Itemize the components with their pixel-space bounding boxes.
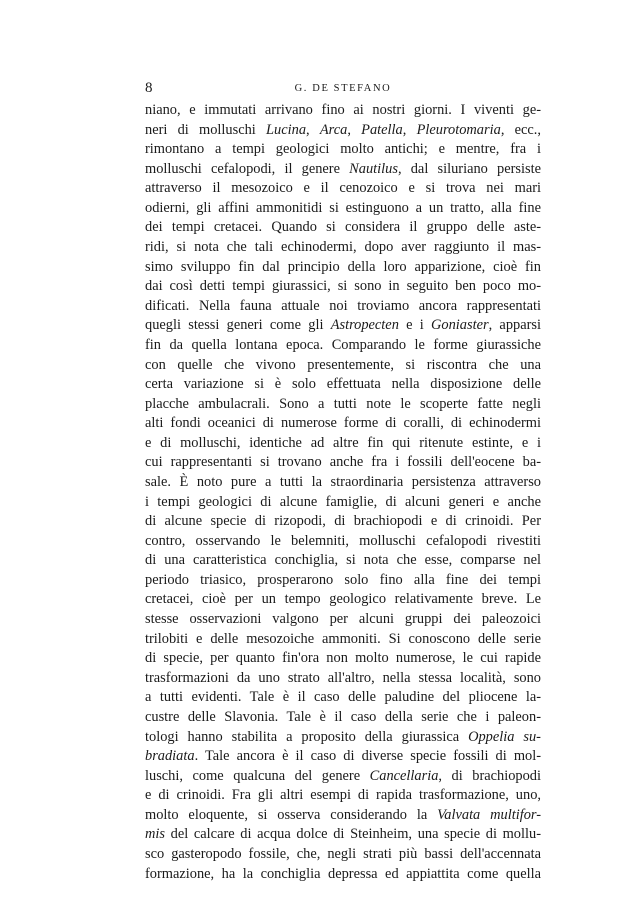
text-line [145,571,541,591]
text-run: ridi, si nota che tali echinodermi, dopo aver raggiunto il mas- [145,239,541,256]
text-line [145,297,541,317]
text-line [145,747,541,767]
text-line [145,140,541,160]
text-run: molto eloquente, si osserva considerando la [145,806,438,823]
text-run: , dal siluriano persiste [397,160,541,177]
text-run: certa variazione si è solo effettuata nella disposizione delle [145,376,541,393]
text-line [145,825,541,845]
text-line [145,316,541,336]
text-line [145,590,541,610]
text-run: quegli stessi generi come gli [145,317,331,334]
text-run: e di molluschi, identiche ad altre fin qui ritenute estinte, e i [145,434,541,451]
text-run: rimontano a tempi geologici molto antichi; e mentre, fra i [145,141,541,158]
italic-term: bradiata [145,748,195,765]
text-line [145,258,541,278]
italic-term: Astropecten [330,317,399,334]
text-run: , ecc., [500,121,541,138]
text-line [145,865,541,885]
text-run: placche ambulacrali. Sono a tutti note le scoperte fatte negli [145,395,541,412]
text-run: dai così detti tempi giurassici, si sono in seguito ben poco mo- [145,278,541,295]
text-run: , apparsi [488,317,541,334]
page-header [145,78,541,98]
italic-term: Lucina [266,121,307,138]
text-run: niano, e immutati arrivano fino ai nostri giorni. I viventi ge- [145,102,541,118]
text-line [145,277,541,297]
text-run: sco gasteropodo fossile, che, negli strati più bassi dell'accennata [145,845,541,862]
italic-term: Pleurotomaria [416,121,501,138]
italic-term: Patella [361,121,403,138]
italic-term: Oppelia su- [468,728,541,745]
text-run: i tempi geologici di alcune famiglie, di alcuni generi e anche [145,493,541,510]
text-line [145,395,541,415]
text-run: . Tale ancora è il caso di diverse specie fossili di mol- [194,748,541,765]
text-line [145,336,541,356]
text-line [145,218,541,238]
text-line [145,453,541,473]
text-run: stesse osservazioni valgono per alcuni gruppi dei paleozoici [145,611,541,628]
text-run: neri di molluschi [145,121,267,138]
text-line [145,630,541,650]
text-line [145,649,541,669]
text-run: odierni, gli affini ammonitidi si estinguono a un tratto, alla fine [145,199,541,216]
text-run: , di brachiopodi [438,767,541,784]
text-line [145,121,541,141]
text-line [145,199,541,219]
text-line [145,610,541,630]
text-run: , [347,121,362,138]
text-run: periodo triasico, prosperarono solo fino alla fine dei tempi [145,571,541,588]
italic-term: Arca [319,121,348,138]
text-line [145,160,541,180]
text-line [145,551,541,571]
text-line [145,238,541,258]
text-run: custre delle Slavonia. Tale è il caso della serie che i paleon- [145,708,541,725]
text-line [145,767,541,787]
italic-term: mis [145,826,165,843]
text-line [145,708,541,728]
text-line [145,101,541,121]
text-run: , [306,121,320,138]
running-head: G. DE STEFANO [294,83,392,94]
italic-term: Cancellaria [369,767,439,784]
text-run: trasformazioni da uno strato all'altro, nella stessa località, sono [145,669,541,686]
text-run: tologi hanno stabilita a proposito della giurassica [145,728,469,745]
text-run: di specie, per quanto fin'ora non molto numerose, le cui rapide [145,650,541,667]
text-run: , [402,121,417,138]
body-text [145,101,541,884]
text-run: di una caratteristica conchiglia, si nota che esse, comparse nel [145,552,541,569]
text-run: dificati. Nella fauna attuale noi troviamo ancora rappresentati [145,297,541,314]
text-run: e di crinoidi. Fra gli altri esempi di rapida trasformazione, uno, [145,787,541,804]
text-run: simo sviluppo fin dal principio della loro apparizione, cioè fin [145,258,541,275]
text-line [145,434,541,454]
text-run: attraverso il mesozoico e il cenozoico e si trova nei mari [145,180,541,197]
italic-term: Nautilus [349,160,398,177]
text-line [145,414,541,434]
text-run: contro, osservando le belemniti, molluschi cefalopodi rivestiti [145,532,541,549]
text-line [145,806,541,826]
text-line [145,532,541,552]
text-run: dei tempi cretacei. Quando si considera il gruppo delle aste- [145,219,541,236]
text-run: con quelle che vivono presentemente, si riscontra che una [145,356,541,373]
text-run: cui rappresentanti si trovano anche fra i fossili dell'eocene ba- [145,454,541,471]
text-run: del calcare di acqua dolce di Steinheim, una specie di mollu- [165,826,541,843]
text-run: molluschi cefalopodi, il genere [145,160,350,177]
text-line [145,375,541,395]
italic-term: Goniaster [431,317,489,334]
text-line [145,669,541,689]
text-line [145,473,541,493]
text-line [145,688,541,708]
text-run: trilobiti e delle mesozoiche ammoniti. Si conoscono delle serie [145,630,541,647]
text-line [145,845,541,865]
text-line [145,728,541,748]
italic-term: Valvata multifor- [437,806,541,823]
text-run: sale. È noto pure a tutti la straordinaria persistenza attraverso [145,473,541,490]
text-line [145,493,541,513]
text-line [145,179,541,199]
text-run: a tutti evidenti. Tale è il caso delle paludine del pliocene la- [145,689,541,706]
text-run: luschi, come qualcuna del genere [145,767,370,784]
text-run: alti fondi oceanici di numerose forme di coralli, di echinodermi [145,415,541,432]
text-line [145,356,541,376]
text-run: formazione, ha la conchiglia depressa ed appiattita come quella [145,865,541,882]
text-run: fin da quella lontana epoca. Comparando le forme giurassiche [145,336,541,353]
page-number: 8 [145,80,153,96]
text-line [145,512,541,532]
text-run: di alcune specie di rizopodi, di brachiopodi e di crinoidi. Per [145,513,541,530]
text-run: cretacei, cioè per un tempo geologico relativamente breve. Le [145,591,541,608]
text-run: e i [398,317,432,334]
text-line [145,786,541,806]
